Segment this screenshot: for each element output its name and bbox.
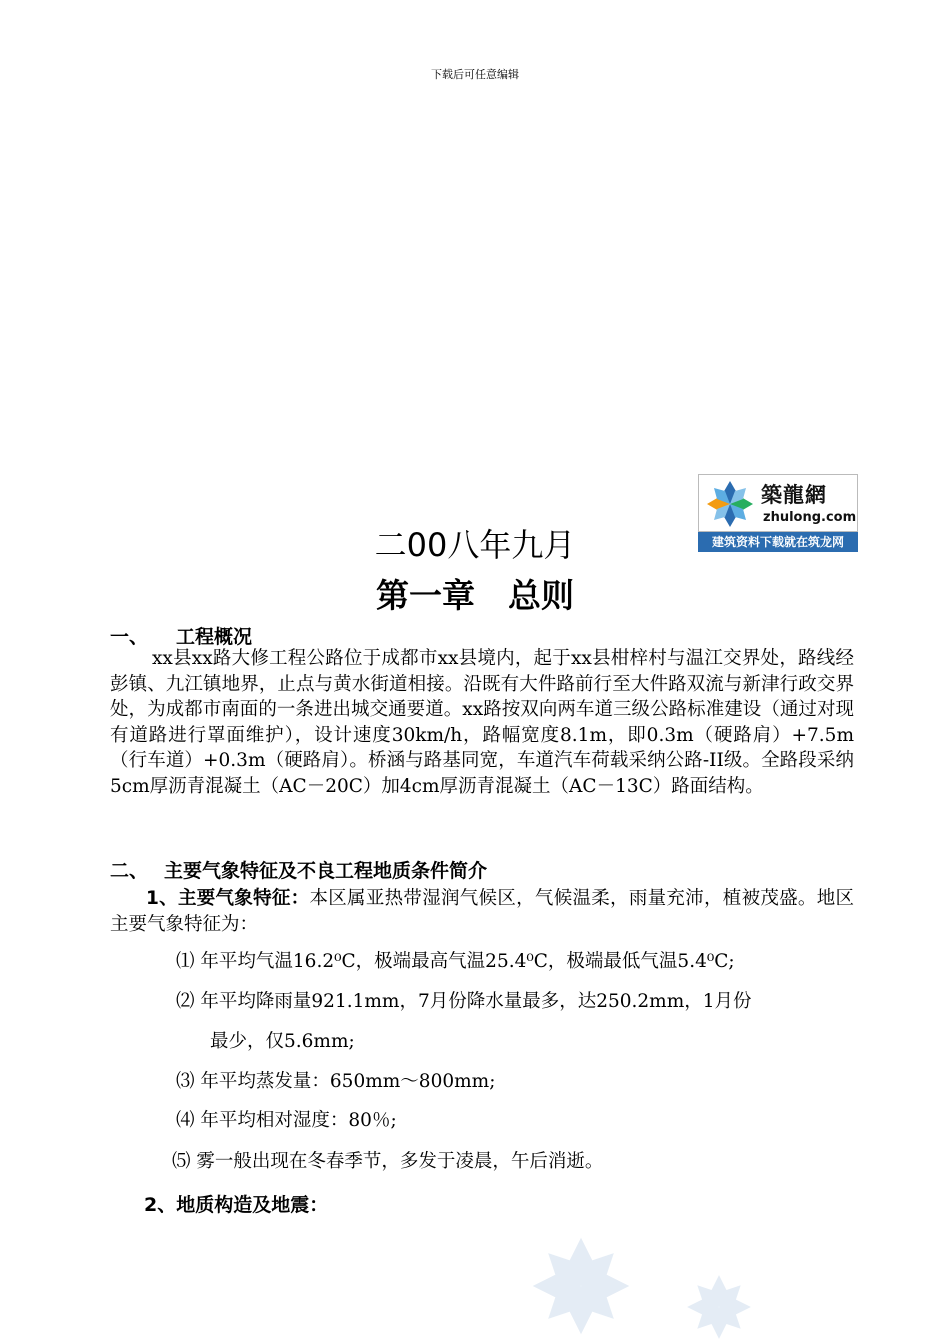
list-text: 年平均降雨量921.1mm，7月份降水量最多，达250.2mm，1月份	[200, 991, 752, 1012]
list-marker: ⑸	[172, 1151, 191, 1172]
section2-number: 二、	[110, 860, 149, 882]
geology-heading: 2、地质构造及地震：	[144, 1194, 329, 1216]
weather-paragraph	[110, 886, 854, 937]
chapter-title: 第一章 总则	[376, 576, 574, 615]
list-text: 雾一般出现在冬春季节，多发于凌晨，午后消逝。	[196, 1151, 604, 1172]
watermark-snowflake-icon	[682, 1270, 756, 1344]
header-note: 下载后可任意编辑	[431, 68, 519, 81]
section1-title: 工程概况	[176, 626, 253, 648]
list-item	[172, 1148, 603, 1176]
cover-date: 二00八年九月	[374, 526, 576, 564]
weather-text: 本区属亚热带湿润气候区，气候温柔，雨量充沛，植被茂盛。地区主要气象特征为：	[110, 888, 855, 935]
list-item-continued	[210, 1028, 355, 1056]
list-marker: ⑵	[176, 991, 195, 1012]
list-item	[176, 988, 752, 1016]
list-marker: ⑷	[176, 1110, 195, 1131]
list-item	[176, 1107, 397, 1135]
watermark-snowflake-icon	[525, 1230, 637, 1342]
logo-name: 築龍網	[761, 483, 827, 507]
list-text: 年平均气温16.2⁰C，极端最高气温25.4⁰C，极端最低气温5.4⁰C;	[200, 951, 735, 972]
list-text: 年平均蒸发量：650mm～800mm;	[200, 1071, 496, 1092]
section1-body: xx县xx路大修工程公路位于成都市xx县境内，起于xx县柑梓村与温江交界处，路线经彭镇、九江镇地界，止点与黄水街道相接。沿既有大件路前行至大件路双流与新津行政交界处，为成都市南面的一条进出城交通要道。xx路按双向两车道三级公路标准建设（通过对现有道路进行罩面维护），设计速度30km/h，路幅宽度8.1m，即0.3m（硬路肩）+7.5m（行车道）+0.3m（硬路肩）。桥涵与路基同宽，车道汽车荷载采纳公路-II级。全路段采纳5cm厚沥青混凝土（AC－20C）加4cm厚沥青混凝土（AC－13C）路面结构。	[110, 648, 854, 797]
logo-site: zhulong.com	[763, 510, 857, 525]
logo-slogan: 建筑资料下载就在筑龙网	[698, 532, 858, 552]
list-item	[176, 948, 735, 976]
list-text: 年平均相对湿度：80％;	[200, 1110, 397, 1131]
section2-title: 主要气象特征及不良工程地质条件简介	[164, 860, 488, 882]
list-marker: ⑶	[176, 1071, 195, 1092]
list-marker: ⑴	[176, 951, 195, 972]
section1-number: 一、	[110, 626, 149, 648]
weather-label: 1、主要气象特征：	[146, 888, 310, 909]
list-item	[176, 1068, 495, 1096]
list-text: 最少，仅5.6mm;	[210, 1031, 355, 1052]
